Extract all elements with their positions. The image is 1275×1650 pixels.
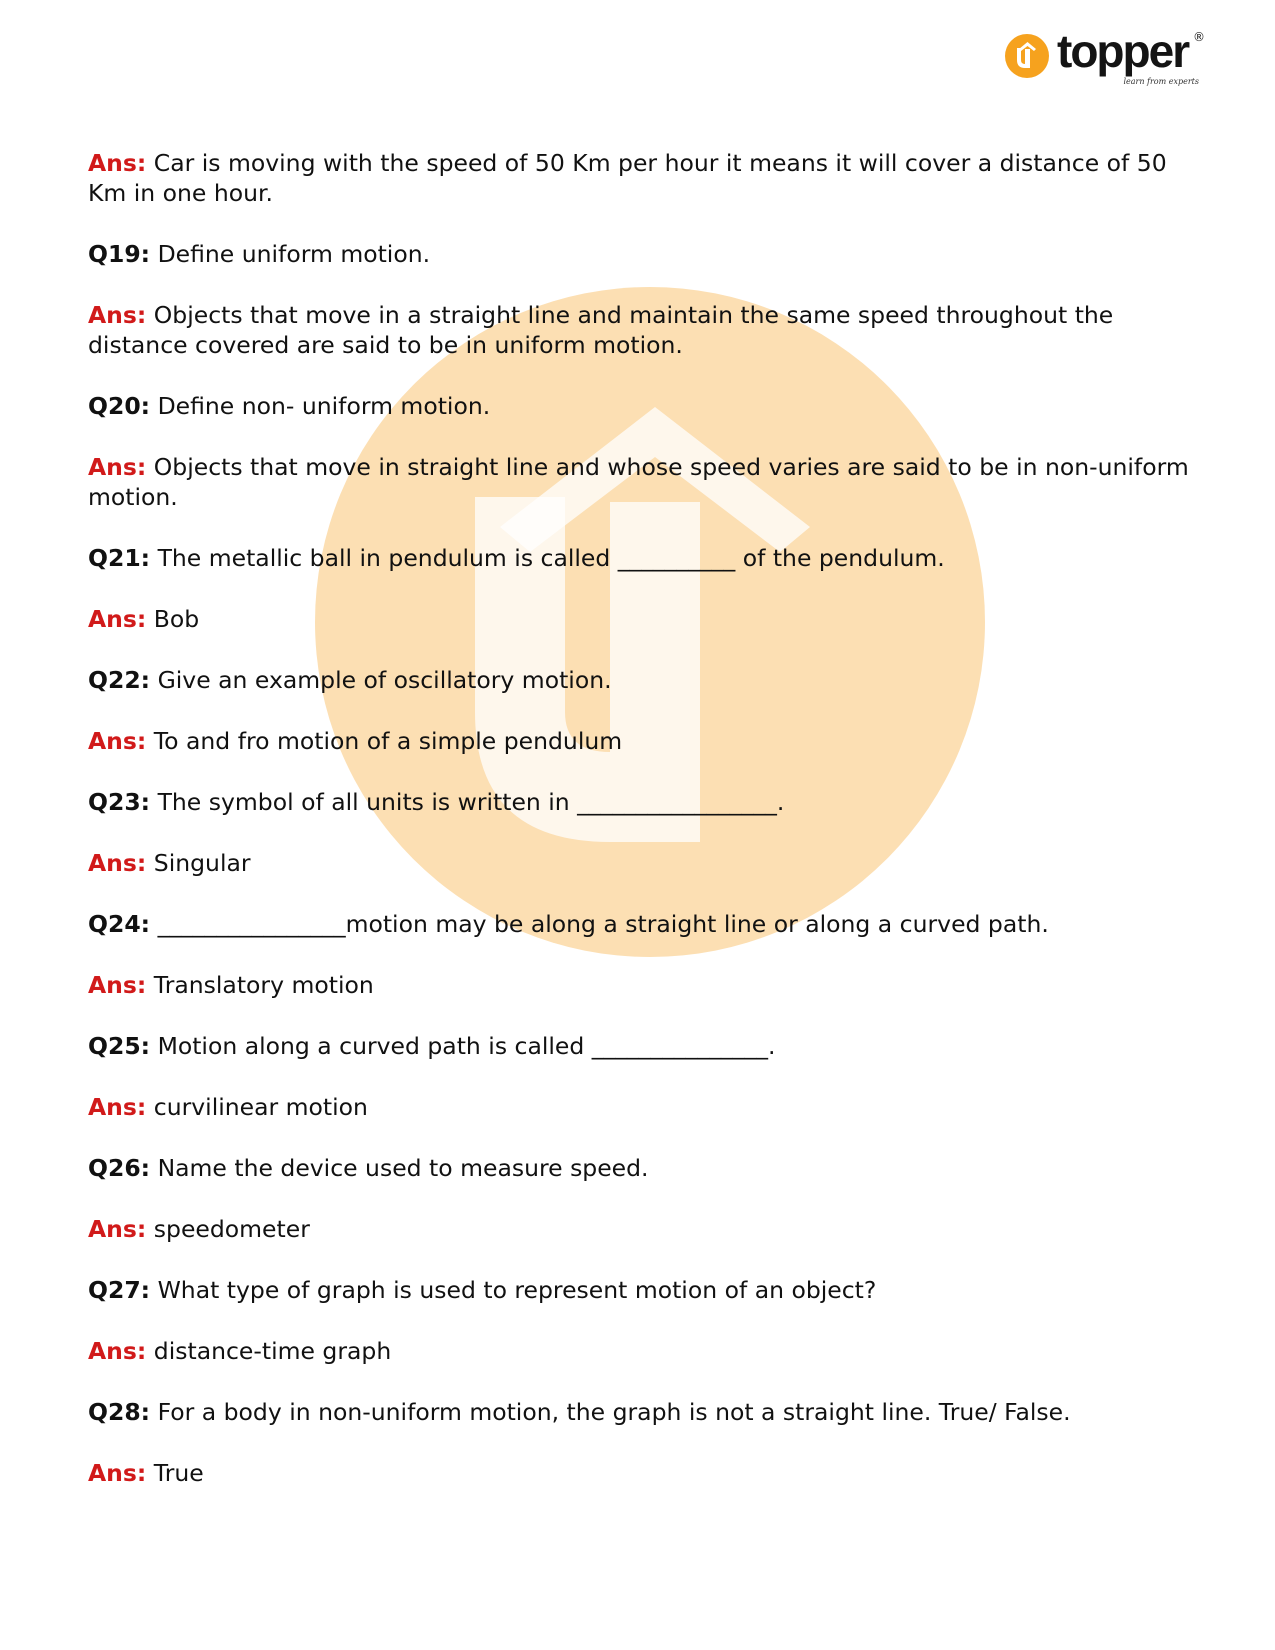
question-text: For a body in non-uniform motion, the graph is not a straight line. True/ False. xyxy=(157,1398,1071,1426)
answer-text: True xyxy=(153,1459,204,1487)
topper-logo xyxy=(1005,25,1205,92)
answer-item xyxy=(88,970,1198,1000)
answer-text: speedometer xyxy=(153,1215,310,1243)
question-label: Q26: xyxy=(88,1154,151,1182)
question-text: Define uniform motion. xyxy=(157,240,431,268)
question-text: Give an example of oscillatory motion. xyxy=(157,666,612,694)
question-item xyxy=(88,239,1198,269)
brand-name: topper xyxy=(1057,25,1189,77)
question-text: ________________motion may be along a straight line or along a curved path. xyxy=(157,910,1049,938)
answer-item xyxy=(88,726,1198,756)
answer-item xyxy=(88,1214,1198,1244)
answer-text: Car is moving with the speed of 50 Km per hour it means it will cover a distance of 50 Km in one hour. xyxy=(88,149,1167,207)
answer-text: curvilinear motion xyxy=(153,1093,368,1121)
question-label: Q23: xyxy=(88,788,151,816)
answer-text: Singular xyxy=(153,849,251,877)
answer-text: Translatory motion xyxy=(153,971,374,999)
answer-item xyxy=(88,148,1198,208)
registered-mark: ® xyxy=(1193,30,1205,44)
answer-label: Ans: xyxy=(88,971,147,999)
question-item xyxy=(88,1397,1198,1427)
answer-label: Ans: xyxy=(88,727,147,755)
answer-label: Ans: xyxy=(88,1337,147,1365)
answer-label: Ans: xyxy=(88,1459,147,1487)
answer-item xyxy=(88,604,1198,634)
answer-text: distance-time graph xyxy=(153,1337,392,1365)
answer-item xyxy=(88,452,1198,512)
question-item xyxy=(88,787,1198,817)
question-label: Q25: xyxy=(88,1032,151,1060)
question-item xyxy=(88,1275,1198,1305)
answer-label: Ans: xyxy=(88,149,147,177)
answer-item xyxy=(88,848,1198,878)
answer-label: Ans: xyxy=(88,453,147,481)
answer-label: Ans: xyxy=(88,849,147,877)
question-text: The symbol of all units is written in _________________. xyxy=(157,788,785,816)
question-item xyxy=(88,909,1198,939)
answer-text: Bob xyxy=(153,605,200,633)
answer-label: Ans: xyxy=(88,301,147,329)
answer-label: Ans: xyxy=(88,1093,147,1121)
question-label: Q20: xyxy=(88,392,151,420)
question-label: Q24: xyxy=(88,910,151,938)
question-item xyxy=(88,665,1198,695)
question-label: Q19: xyxy=(88,240,151,268)
answer-text: To and fro motion of a simple pendulum xyxy=(153,727,623,755)
question-item xyxy=(88,543,1198,573)
question-item xyxy=(88,1031,1198,1061)
question-item xyxy=(88,1153,1198,1183)
question-text: Define non- uniform motion. xyxy=(157,392,491,420)
question-label: Q21: xyxy=(88,544,151,572)
question-text: Name the device used to measure speed. xyxy=(157,1154,649,1182)
answer-label: Ans: xyxy=(88,1215,147,1243)
u-logo-icon xyxy=(1005,34,1049,78)
question-item xyxy=(88,391,1198,421)
question-text: Motion along a curved path is called _______________. xyxy=(157,1032,776,1060)
answer-label: Ans: xyxy=(88,605,147,633)
question-label: Q27: xyxy=(88,1276,151,1304)
answer-text: Objects that move in straight line and whose speed varies are said to be in non-uniform motion. xyxy=(88,453,1189,511)
qa-list xyxy=(88,148,1198,1519)
answer-item xyxy=(88,1336,1198,1366)
brand-tagline: learn from experts xyxy=(1123,77,1199,86)
question-label: Q22: xyxy=(88,666,151,694)
question-text: The metallic ball in pendulum is called __________ of the pendulum. xyxy=(157,544,945,572)
question-text: What type of graph is used to represent motion of an object? xyxy=(157,1276,877,1304)
answer-item xyxy=(88,1092,1198,1122)
answer-item xyxy=(88,1458,1198,1488)
answer-item xyxy=(88,300,1198,360)
answer-text: Objects that move in a straight line and maintain the same speed throughout the distance covered are said to be in uniform motion. xyxy=(88,301,1114,359)
question-label: Q28: xyxy=(88,1398,151,1426)
